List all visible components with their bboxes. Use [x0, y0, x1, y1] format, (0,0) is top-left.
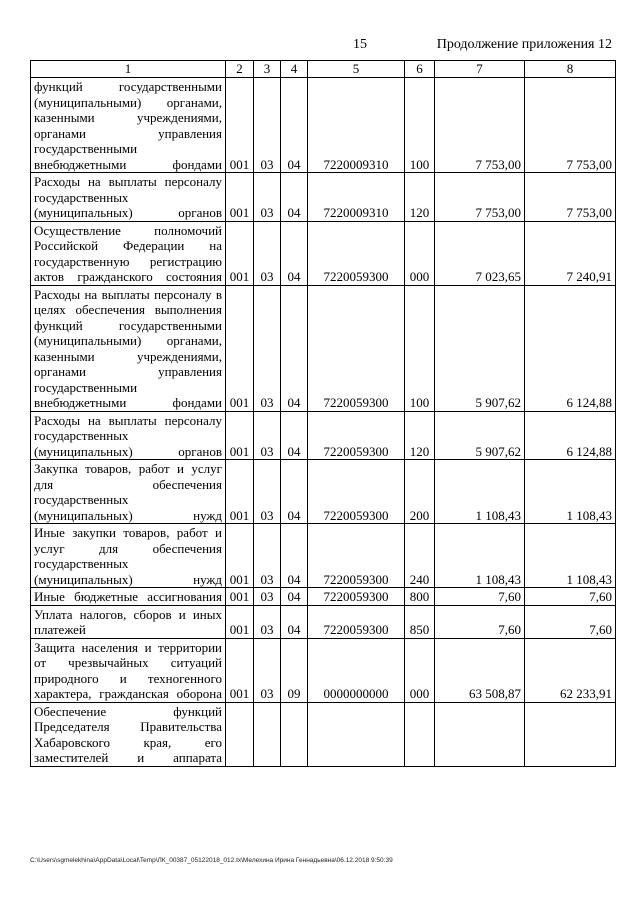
- cell-subsection: 04: [281, 285, 308, 411]
- cell-subsection: 04: [281, 173, 308, 222]
- table-row: [31, 173, 616, 222]
- cell-target: [308, 702, 405, 766]
- column-header: 6: [405, 61, 435, 78]
- table-row: [31, 460, 616, 524]
- row-name: Иные закупки товаров, работ и услуг для обеспечения государственных (муниципальных) нужд: [31, 524, 226, 588]
- cell-amount-2: [525, 702, 616, 766]
- cell-subsection: 04: [281, 221, 308, 285]
- table-row: [31, 524, 616, 588]
- page-number: 15: [353, 37, 367, 52]
- cell-type: 000: [405, 221, 435, 285]
- cell-target: 7220059300: [308, 605, 405, 638]
- cell-admin: 001: [226, 411, 254, 460]
- row-name: Защита населения и территории от чрезвычайных ситуаций природного и техногенного характера, гражданская оборона: [31, 638, 226, 702]
- cell-admin: [226, 702, 254, 766]
- cell-amount-2: 62 233,91: [525, 638, 616, 702]
- cell-amount-2: 1 108,43: [525, 460, 616, 524]
- cell-target: 7220059300: [308, 588, 405, 606]
- table-row: [31, 588, 616, 606]
- cell-section: 03: [254, 524, 281, 588]
- table-row: [31, 78, 616, 173]
- footer-file-path: C:\Users\sgmelekhina\AppData\Local\Temp\ЛК_00387_05122018_012.tx\Мелехина Ирина Геннадьевна\06.12.2018 9:50:39: [30, 857, 393, 864]
- cell-amount-2: 6 124,88: [525, 285, 616, 411]
- cell-amount-1: [435, 702, 525, 766]
- cell-admin: 001: [226, 173, 254, 222]
- cell-admin: 001: [226, 221, 254, 285]
- cell-type: 850: [405, 605, 435, 638]
- cell-section: 03: [254, 221, 281, 285]
- cell-amount-2: 7 240,91: [525, 221, 616, 285]
- cell-amount-2: 1 108,43: [525, 524, 616, 588]
- row-name: Расходы на выплаты персоналу государственных (муниципальных) органов: [31, 173, 226, 222]
- cell-section: [254, 702, 281, 766]
- table-header-row: [31, 61, 616, 78]
- cell-amount-2: 7 753,00: [525, 78, 616, 173]
- cell-subsection: 04: [281, 411, 308, 460]
- cell-type: 120: [405, 173, 435, 222]
- table-row: [31, 285, 616, 411]
- column-header: 4: [281, 61, 308, 78]
- cell-target: 0000000000: [308, 638, 405, 702]
- table-row: [31, 221, 616, 285]
- cell-section: 03: [254, 285, 281, 411]
- cell-amount-1: 7 023,65: [435, 221, 525, 285]
- row-name: Расходы на выплаты персоналу в целях обеспечения выполнения функций государственными (муниципальными) органами, казенными учреждениями, органами управления государственными внебюджетными фондами: [31, 285, 226, 411]
- table-row: [31, 411, 616, 460]
- table-row: [31, 702, 616, 766]
- cell-subsection: 04: [281, 605, 308, 638]
- cell-section: 03: [254, 78, 281, 173]
- cell-amount-1: 5 907,62: [435, 285, 525, 411]
- cell-amount-1: 1 108,43: [435, 524, 525, 588]
- cell-section: 03: [254, 460, 281, 524]
- cell-amount-1: 7 753,00: [435, 173, 525, 222]
- cell-subsection: 04: [281, 524, 308, 588]
- cell-amount-1: 63 508,87: [435, 638, 525, 702]
- row-name: Иные бюджетные ассигнования: [31, 588, 226, 606]
- row-name: Обеспечение функций Председателя Правительства Хабаровского края, его заместителей и аппарата: [31, 702, 226, 766]
- cell-target: 7220059300: [308, 285, 405, 411]
- cell-target: 7220059300: [308, 221, 405, 285]
- cell-admin: 001: [226, 605, 254, 638]
- column-header: 1: [31, 61, 226, 78]
- cell-amount-2: 7 753,00: [525, 173, 616, 222]
- cell-amount-2: 7,60: [525, 588, 616, 606]
- cell-subsection: 09: [281, 638, 308, 702]
- column-header: 2: [226, 61, 254, 78]
- cell-subsection: 04: [281, 460, 308, 524]
- cell-admin: 001: [226, 588, 254, 606]
- cell-amount-1: 7,60: [435, 605, 525, 638]
- cell-subsection: [281, 702, 308, 766]
- row-name: функций государственными (муниципальными) органами, казенными учреждениями, органами управления государственными внебюджетными фондами: [31, 78, 226, 173]
- cell-type: 200: [405, 460, 435, 524]
- cell-amount-1: 7 753,00: [435, 78, 525, 173]
- cell-type: 240: [405, 524, 435, 588]
- column-header: 5: [308, 61, 405, 78]
- cell-amount-2: 7,60: [525, 605, 616, 638]
- cell-admin: 001: [226, 638, 254, 702]
- cell-target: 7220009310: [308, 173, 405, 222]
- cell-admin: 001: [226, 285, 254, 411]
- cell-section: 03: [254, 411, 281, 460]
- row-name: Расходы на выплаты персоналу государственных (муниципальных) органов: [31, 411, 226, 460]
- cell-target: 7220059300: [308, 524, 405, 588]
- cell-target: 7220059300: [308, 460, 405, 524]
- cell-admin: 001: [226, 524, 254, 588]
- cell-type: 000: [405, 638, 435, 702]
- cell-amount-1: 7,60: [435, 588, 525, 606]
- cell-type: [405, 702, 435, 766]
- column-header: 3: [254, 61, 281, 78]
- cell-section: 03: [254, 605, 281, 638]
- cell-section: 03: [254, 638, 281, 702]
- row-name: Осуществление полномочий Российской Федерации на государственную регистрацию актов гражданского состояния: [31, 221, 226, 285]
- column-header: 7: [435, 61, 525, 78]
- column-header: 8: [525, 61, 616, 78]
- cell-section: 03: [254, 173, 281, 222]
- table-row: [31, 605, 616, 638]
- cell-type: 100: [405, 285, 435, 411]
- cell-type: 800: [405, 588, 435, 606]
- budget-table: [30, 60, 616, 767]
- cell-subsection: 04: [281, 78, 308, 173]
- row-name: Закупка товаров, работ и услуг для обеспечения государственных (муниципальных) нужд: [31, 460, 226, 524]
- cell-target: 7220009310: [308, 78, 405, 173]
- cell-target: 7220059300: [308, 411, 405, 460]
- table-row: [31, 638, 616, 702]
- cell-admin: 001: [226, 460, 254, 524]
- cell-amount-1: 5 907,62: [435, 411, 525, 460]
- row-name: Уплата налогов, сборов и иных платежей: [31, 605, 226, 638]
- cell-amount-2: 6 124,88: [525, 411, 616, 460]
- cell-amount-1: 1 108,43: [435, 460, 525, 524]
- cell-admin: 001: [226, 78, 254, 173]
- continuation-caption: Продолжение приложения 12: [436, 37, 612, 52]
- cell-section: 03: [254, 588, 281, 606]
- cell-type: 120: [405, 411, 435, 460]
- cell-type: 100: [405, 78, 435, 173]
- cell-subsection: 04: [281, 588, 308, 606]
